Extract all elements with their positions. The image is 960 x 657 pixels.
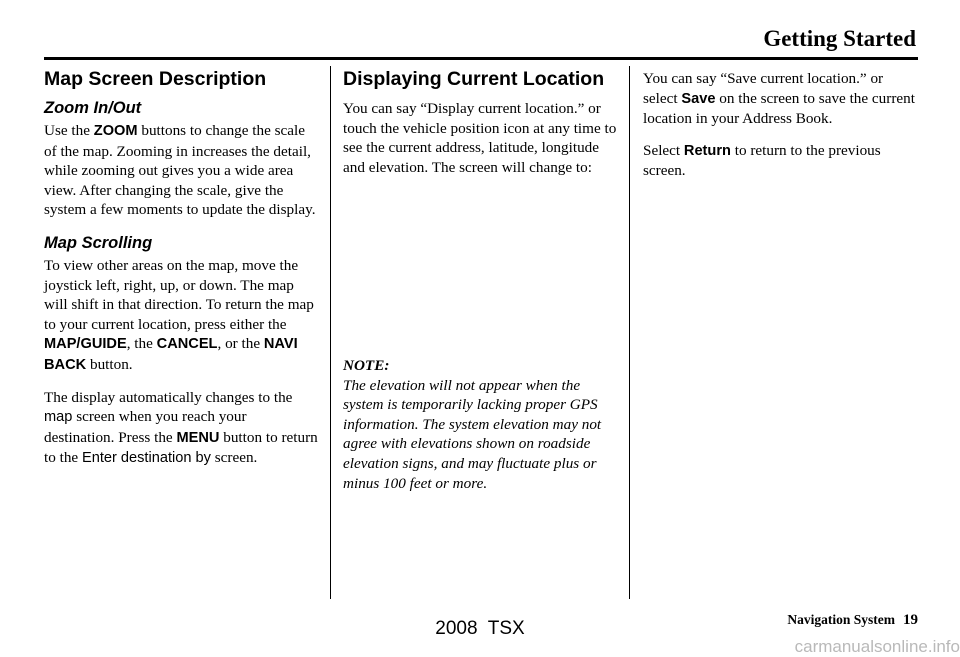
text-run: on the screen to save the current location in your Address Book. [643, 89, 915, 128]
auto-change-paragraph [44, 388, 319, 469]
column-map-screen [44, 66, 319, 469]
watermark: carmanualsonline.info [794, 637, 960, 656]
current-location-paragraph: You can say “Display current location.” or touch the vehicle position icon at any time to see the current address, latitude, longitude and elevation. The screen will change to: [343, 100, 617, 176]
page-header-title: Getting Started [763, 26, 916, 51]
map-guide-keyword: MAP/GUIDE [44, 336, 127, 353]
cancel-keyword: CANCEL [156, 336, 218, 353]
text-run: To view other areas on the map, move the joystick left, right, up, or down. The map will shift in that direction. To return the map to your current location, press either the [44, 256, 314, 333]
section-title: Displaying Current Location [343, 68, 605, 90]
zoom-paragraph [44, 121, 319, 220]
note-block [343, 356, 623, 493]
text-run: screen. [210, 449, 258, 467]
note-text: The elevation will not appear when the system is temporarily lacking proper GPS information. The system elevation may not agree with elevations shown on roadside elevation signs, and may fluctuate plus or minus 100 feet or more. [343, 376, 602, 492]
text-run: button to return to the [44, 428, 318, 467]
footer-model-label: 2008 TSX [435, 618, 525, 639]
text-run: buttons to change the scale of the map. Zooming in increases the detail, while zooming out gives you a wide area view. After changing the scale, give the system a few moments to update the display. [44, 122, 316, 219]
text-run: Use the [44, 122, 94, 139]
enter-destination-keyword: Enter destination by [81, 450, 211, 467]
zoom-keyword: ZOOM [93, 123, 138, 139]
text-run: Select [643, 141, 684, 159]
note-label: NOTE: [343, 357, 390, 374]
map-keyword: map [44, 409, 73, 426]
column-divider [330, 66, 331, 599]
text-run: to return to the previous screen. [643, 141, 881, 180]
navi-back-keyword: NAVI BACK [44, 336, 298, 373]
return-paragraph [643, 141, 918, 181]
section-title: Map Screen Description [44, 68, 267, 90]
text-run: The display automatically changes to the [44, 388, 293, 406]
return-keyword: Return [683, 142, 731, 159]
text-run: You can say “Save current location.” or select [643, 70, 884, 107]
page-number: 19 [903, 612, 918, 628]
menu-keyword: MENU [176, 429, 220, 446]
header-rule [44, 57, 918, 60]
text-run: button. [86, 355, 133, 373]
scroll-paragraph [44, 256, 319, 376]
text-run: screen when you reach your destination. Press the [44, 408, 247, 446]
save-location-paragraph [643, 69, 918, 129]
column-save-location [643, 66, 918, 193]
column-current-location [343, 66, 618, 189]
column-divider [629, 66, 630, 599]
subsection-heading: Zoom In/Out [44, 99, 142, 117]
text-run: , the [126, 335, 157, 353]
footer-section-name: Navigation System [787, 612, 895, 627]
save-keyword: Save [681, 90, 716, 107]
subsection-heading: Map Scrolling [44, 233, 153, 252]
text-run: , or the [217, 335, 264, 353]
